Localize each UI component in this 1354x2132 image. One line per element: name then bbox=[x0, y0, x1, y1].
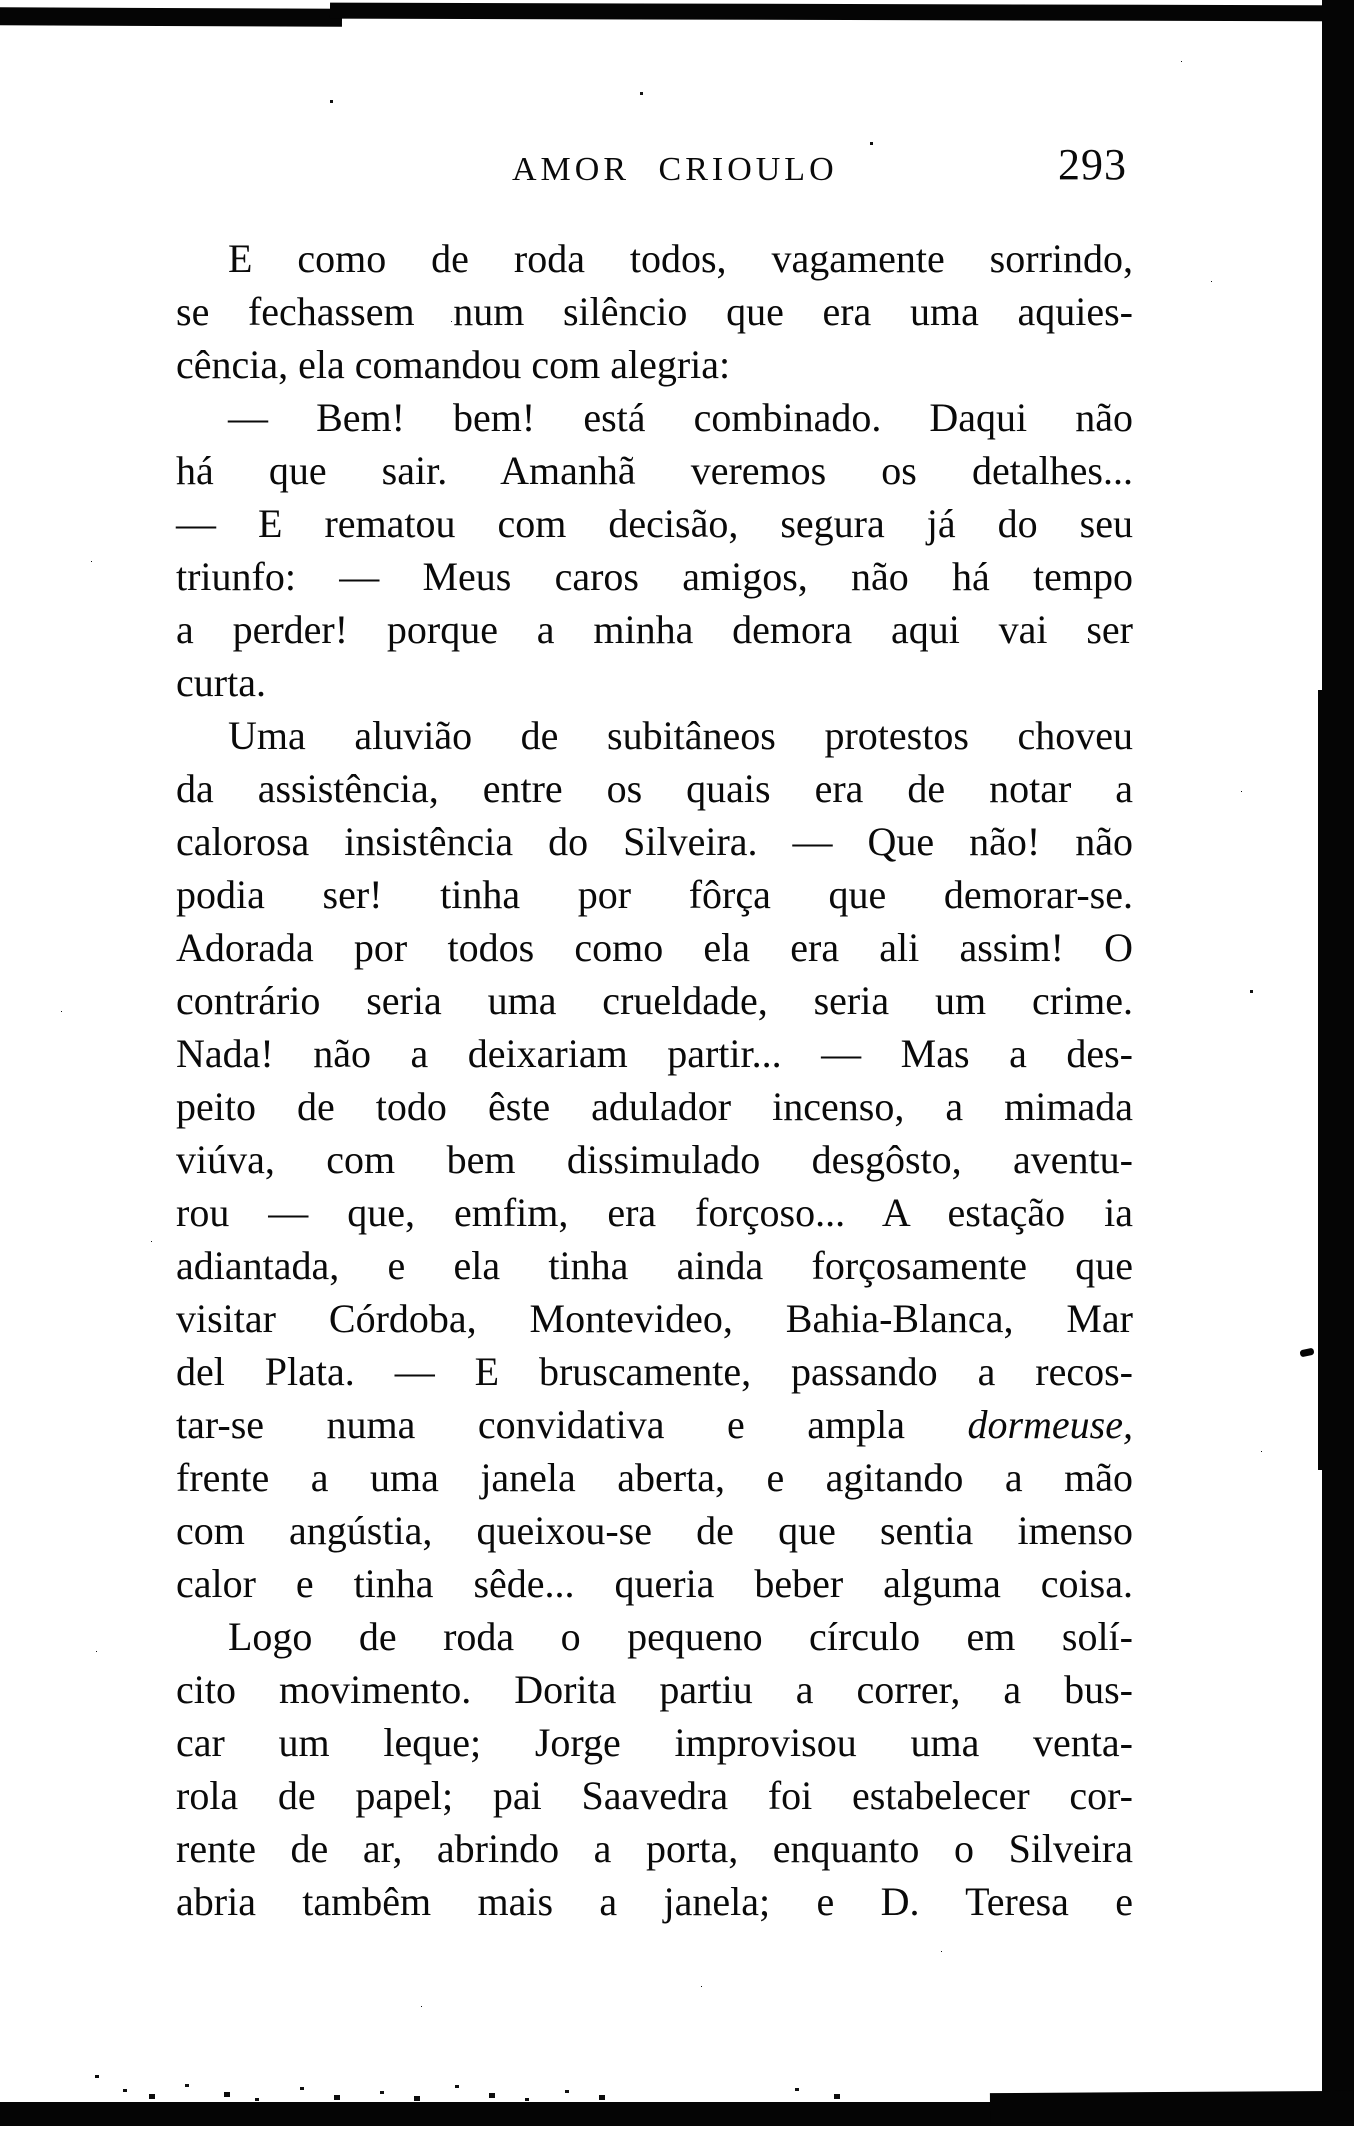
text-line: rou — que, emfim, era forçoso... A estação ia bbox=[176, 1190, 1133, 1235]
text-line: Adorada por todos como ela era ali assim! O bbox=[176, 925, 1133, 970]
text-line: cito movimento. Dorita partiu a correr, a bus- bbox=[176, 1667, 1133, 1712]
text-line: Logo de roda o pequeno círculo em solí- bbox=[228, 1614, 1133, 1659]
text-line: viúva, com bem dissimulado desgôsto, aventu- bbox=[176, 1137, 1133, 1182]
scan-artifact-bottom-bar-right bbox=[990, 2091, 1354, 2123]
text-line: há que sair. Amanhã veremos os detalhes... bbox=[176, 448, 1133, 493]
text-line: frente a uma janela aberta, e agitando a mão bbox=[176, 1455, 1133, 1500]
text-line: Nada! não a deixariam partir... — Mas a des- bbox=[176, 1031, 1133, 1076]
scan-noise-specks bbox=[330, 100, 333, 103]
text-line: calorosa insistência do Silveira. — Que não! não bbox=[176, 819, 1133, 864]
text-line: cência, ela comandou com alegria: bbox=[176, 342, 731, 387]
text-line: E como de roda todos, vagamente sorrindo, bbox=[228, 236, 1133, 281]
text-segment-italic: dormeuse, bbox=[967, 1402, 1133, 1447]
text-line bbox=[176, 1398, 1133, 1451]
text-line: podia ser! tinha por fôrça que demorar-se. bbox=[176, 872, 1133, 917]
text-line: visitar Córdoba, Montevideo, Bahia-Blanca, Mar bbox=[176, 1296, 1133, 1341]
text-line: da assistência, entre os quais era de notar a bbox=[176, 766, 1133, 811]
running-header-title: AMOR CRIOULO bbox=[512, 151, 838, 188]
text-line: triunfo: — Meus caros amigos, não há tempo bbox=[176, 554, 1133, 599]
text-line: rola de papel; pai Saavedra foi estabelecer cor- bbox=[176, 1773, 1133, 1818]
text-line: abria tambêm mais a janela; e D. Teresa e bbox=[176, 1879, 1133, 1924]
scan-artifact-right-bar-bump bbox=[1318, 690, 1328, 1470]
text-line: — Bem! bem! está combinado. Daqui não bbox=[228, 395, 1133, 440]
text-line: curta. bbox=[176, 660, 266, 705]
text-line: — E rematou com decisão, segura já do seu bbox=[176, 501, 1133, 546]
scan-artifact-top-bar-right bbox=[330, 3, 1354, 22]
text-line: se fechassem num silêncio que era uma aquies- bbox=[176, 289, 1133, 334]
scan-artifact-top-bar-left bbox=[0, 7, 342, 27]
text-line: com angústia, queixou-se de que sentia imenso bbox=[176, 1508, 1133, 1553]
scan-noise-bottom-specks bbox=[95, 2075, 99, 2078]
body-text bbox=[176, 232, 1133, 1928]
text-line: rente de ar, abrindo a porta, enquanto o Silveira bbox=[176, 1826, 1133, 1871]
text-line: calor e tinha sêde... queria beber alguma coisa. bbox=[176, 1561, 1133, 1606]
text-line: a perder! porque a minha demora aqui vai ser bbox=[176, 607, 1133, 652]
page-number: 293 bbox=[1058, 140, 1127, 189]
text-line: car um leque; Jorge improvisou uma venta- bbox=[176, 1720, 1133, 1765]
text-line: peito de todo êste adulador incenso, a mimada bbox=[176, 1084, 1133, 1129]
text-segment: tar-se numa convidativa e ampla bbox=[176, 1402, 968, 1447]
text-line: Uma aluvião de subitâneos protestos choveu bbox=[228, 713, 1133, 758]
text-line: del Plata. — E bruscamente, passando a recos- bbox=[176, 1349, 1133, 1394]
text-line: adiantada, e ela tinha ainda forçosamente que bbox=[176, 1243, 1133, 1288]
scan-artifact-ink-mark bbox=[1299, 1348, 1314, 1358]
text-line: contrário seria uma crueldade, seria um crime. bbox=[176, 978, 1133, 1023]
